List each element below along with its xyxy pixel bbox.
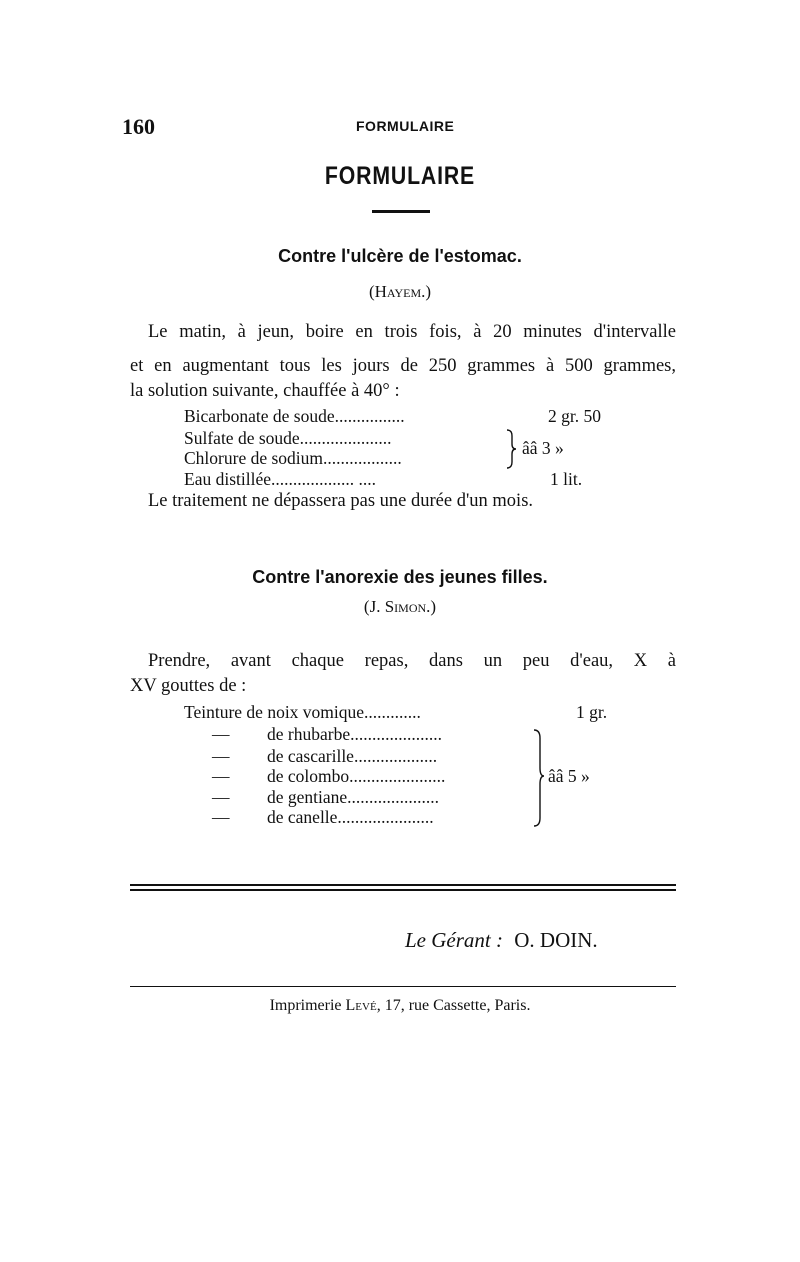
ingredient-eau: Eau distillée................... .... xyxy=(184,469,376,489)
ingredient-sulfate: Sulfate de soude..................... xyxy=(184,428,392,448)
double-rule-top xyxy=(130,884,676,886)
page-number: 160 xyxy=(122,114,155,139)
footer-rule xyxy=(130,986,676,987)
section1-intro-line-1: Le matin, à jeun, boire en trois fois, à 20 minutes d'intervalle xyxy=(148,322,676,342)
ingredient-eau-dose: 1 lit. xyxy=(550,469,583,489)
imprint-printer-name: Levé xyxy=(345,997,377,1014)
imprint xyxy=(0,997,800,1015)
dash-canelle: — xyxy=(212,807,230,827)
double-rule-bottom xyxy=(130,889,676,891)
section2-heading: Contre l'anorexie des jeunes filles. xyxy=(252,567,548,587)
ingredient-bicarbonate-dose: 2 gr. 50 xyxy=(548,406,601,426)
ingredient-cascarille: de cascarille................... xyxy=(267,746,438,766)
ingredient-chlorure: Chlorure de sodium.................. xyxy=(184,448,402,468)
section1-author: (Hayem.) xyxy=(368,282,432,301)
grouped-dose-2: ââ 5 » xyxy=(548,766,590,786)
dash-colombo: — xyxy=(212,766,230,786)
ingredient-colombo: de colombo...................... xyxy=(267,766,446,786)
dash-gentiane: — xyxy=(212,787,230,807)
large-brace-icon xyxy=(530,728,546,828)
main-title: FORMULAIRE xyxy=(324,162,476,190)
dash-rhubarbe: — xyxy=(212,724,230,744)
imprint-suffix: , 17, rue Cassette, Paris. xyxy=(376,997,531,1014)
ingredient-rhubarbe: de rhubarbe..................... xyxy=(267,724,442,744)
imprint-prefix: Imprimerie xyxy=(269,997,346,1014)
ingredient-noix-vomique: Teinture de noix vomique............. xyxy=(184,702,421,722)
ingredient-bicarbonate: Bicarbonate de soude................ xyxy=(184,406,405,426)
section2-intro-line-1: Prendre, avant chaque repas, dans un peu d'eau, X à xyxy=(148,651,676,671)
grouped-dose-1: ââ 3 » xyxy=(522,438,564,458)
section1-closing: Le traitement ne dépassera pas une durée d'un mois. xyxy=(148,491,534,511)
signature-label: Le Gérant : xyxy=(405,928,503,952)
ingredient-gentiane: de gentiane..................... xyxy=(267,787,440,807)
section2-author: (J. Simon.) xyxy=(363,597,437,616)
signature-name: O. DOIN. xyxy=(514,928,598,952)
title-rule xyxy=(372,210,430,213)
section1-heading: Contre l'ulcère de l'estomac. xyxy=(278,246,522,266)
section1-intro-line-2: et en augmentant tous les jours de 250 grammes à 500 grammes, xyxy=(130,356,676,376)
dash-cascarille: — xyxy=(212,746,230,766)
section1-intro-line-3: la solution suivante, chauffée à 40° : xyxy=(130,381,400,401)
section2-intro-line-2: XV gouttes de : xyxy=(130,676,247,696)
ingredient-canelle: de canelle...................... xyxy=(267,807,434,827)
ingredient-noix-vomique-dose: 1 gr. xyxy=(576,702,608,722)
signature xyxy=(405,928,598,953)
brace-icon xyxy=(504,428,518,470)
running-head: FORMULAIRE xyxy=(356,118,455,134)
